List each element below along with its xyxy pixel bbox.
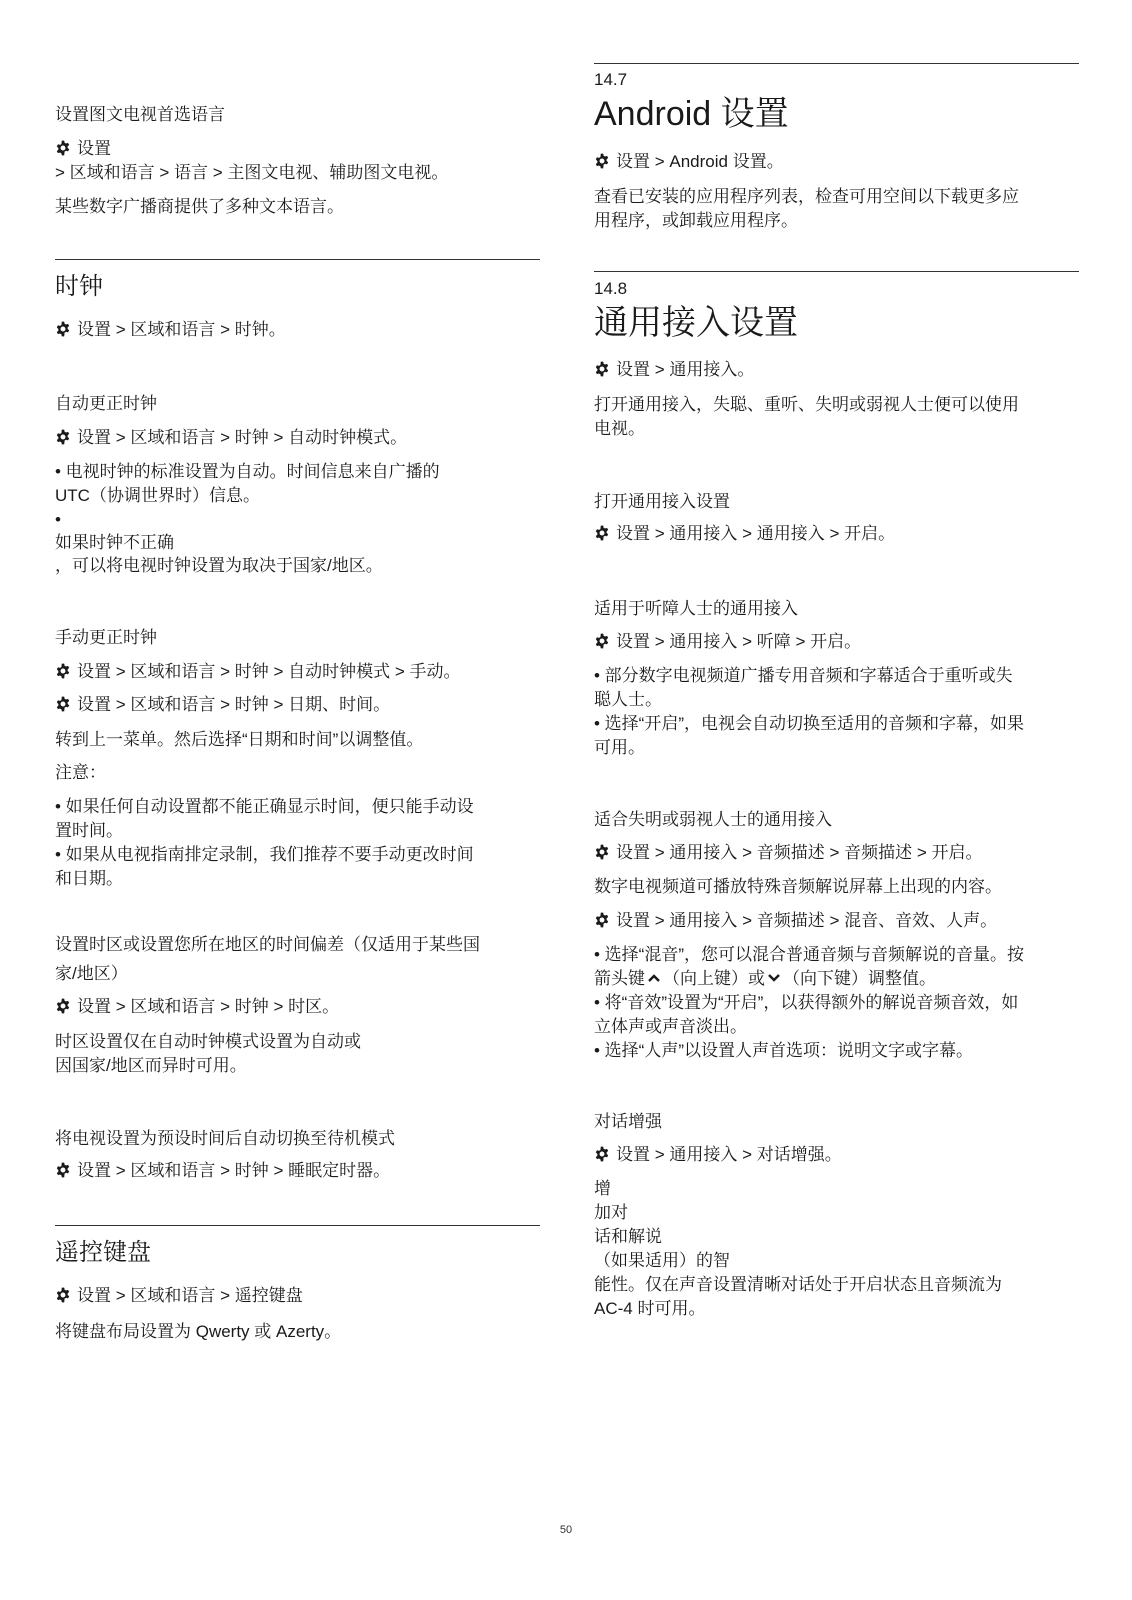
dialogue-path: 设置 > 通用接入 > 对话增强。 [594,1142,842,1167]
access-heading: 通用接入设置 [594,304,798,342]
manual-clock-path-2: 设置 > 区域和语言 > 时钟 > 日期、时间。 [55,692,390,717]
timezone-path: 设置 > 区域和语言 > 时钟 > 时区。 [55,994,339,1019]
auto-clock-bullet-2b: 如果时钟不正确 [55,533,174,552]
gear-icon [594,912,610,928]
visual-bullet-3: • 选择“人声”以设置人声首选项：说明文字或字幕。 [594,1041,973,1060]
gear-icon [55,321,71,337]
access-desc-2: 电视。 [594,419,645,438]
visual-bullet-2b: 立体声或声音淡出。 [594,1017,747,1036]
auto-clock-bullet-1a: • 电视时钟的标准设置为自动。时间信息来自广播的 [55,462,440,481]
gear-icon [594,633,610,649]
hearing-bullet-1b: 聪人士。 [594,690,662,709]
manual-clock-desc: 转到上一菜单。然后选择“日期和时间”以调整值。 [55,730,424,749]
access-path: 设置 > 通用接入。 [594,357,754,382]
visual-bullet-1b: 箭头键 （向上键）或 （向下键）调整值。 [594,969,936,988]
visual-path-1: 设置 > 通用接入 > 音频描述 > 音频描述 > 开启。 [594,840,983,865]
hearing-title: 适用于听障人士的通用接入 [594,599,798,618]
android-heading: Android 设置 [594,95,789,133]
manual-clock-note: 注意： [55,763,106,782]
gear-icon [55,1162,71,1178]
visual-bullet-1a: • 选择“混音”，您可以混合普通音频与音频解说的音量。按 [594,945,1024,964]
section-divider [594,271,1079,272]
auto-clock-bullet-1b: UTC（协调世界时）信息。 [55,486,260,505]
keyboard-heading: 遥控键盘 [55,1239,151,1266]
hearing-bullet-2a: • 选择“开启”，电视会自动切换至适用的音频和字幕，如果 [594,714,1024,733]
dialogue-line-5: 能性。仅在声音设置清晰对话处于开启状态且音频流为 [594,1275,1002,1294]
clock-heading: 时钟 [55,273,103,300]
teletext-path-1: 设置 [55,136,111,161]
manual-note-2b: 和日期。 [55,869,123,888]
manual-clock-title: 手动更正时钟 [55,628,157,647]
auto-clock-title: 自动更正时钟 [55,394,157,413]
manual-note-1a: • 如果任何自动设置都不能正确显示时间，便只能手动设 [55,797,474,816]
dialogue-line-2: 加对 [594,1203,628,1222]
page-number: 50 [559,1524,573,1536]
visual-bullet-2a: • 将“音效”设置为“开启”，以获得额外的解说音频音效，如 [594,993,1019,1012]
sleep-path: 设置 > 区域和语言 > 时钟 > 睡眠定时器。 [55,1158,390,1183]
keyboard-path: 设置 > 区域和语言 > 遥控键盘 [55,1283,303,1308]
gear-icon [594,153,610,169]
section-number-access: 14.8 [594,279,628,298]
dialogue-line-6: AC-4 时可用。 [594,1299,706,1318]
visual-path-2: 设置 > 通用接入 > 音频描述 > 混音、音效、人声。 [594,908,997,933]
gear-icon [594,844,610,860]
gear-icon [55,429,71,445]
teletext-path-2: > 区域和语言 > 语言 > 主图文电视、辅助图文电视。 [55,163,449,182]
access-on-title: 打开通用接入设置 [594,492,730,511]
auto-clock-bullet-2a: • [55,510,61,529]
sleep-title: 将电视设置为预设时间后自动切换至待机模式 [55,1129,395,1148]
auto-clock-bullet-2c: ，可以将电视时钟设置为取决于国家/地区。 [55,556,383,575]
auto-clock-path: 设置 > 区域和语言 > 时钟 > 自动时钟模式。 [55,425,407,450]
keyboard-desc: 将键盘布局设置为 Qwerty 或 Azerty。 [55,1322,342,1341]
teletext-title: 设置图文电视首选语言 [55,105,225,124]
android-path: 设置 > Android 设置。 [594,149,784,174]
timezone-title-1: 设置时区或设置您所在地区的时间偏差（仅适用于某些国 [55,935,480,954]
clock-path: 设置 > 区域和语言 > 时钟。 [55,317,286,342]
gear-icon [55,696,71,712]
gear-icon [594,1146,610,1162]
access-on-path: 设置 > 通用接入 > 通用接入 > 开启。 [594,521,895,546]
section-divider [55,259,540,260]
gear-icon [594,525,610,541]
section-divider [594,63,1079,64]
gear-icon [55,1287,71,1303]
visual-desc: 数字电视频道可播放特殊音频解说屏幕上出现的内容。 [594,877,1002,896]
gear-icon [55,140,71,156]
timezone-desc-1: 时区设置仅在自动时钟模式设置为自动或 [55,1032,361,1051]
visual-title: 适合失明或弱视人士的通用接入 [594,810,832,829]
dialogue-line-1: 增 [594,1179,611,1198]
section-divider [55,1225,540,1226]
gear-icon [55,663,71,679]
manual-clock-path-1: 设置 > 区域和语言 > 时钟 > 自动时钟模式 > 手动。 [55,659,461,684]
teletext-desc: 某些数字广播商提供了多种文本语言。 [55,197,344,216]
gear-icon [594,361,610,377]
manual-note-2a: • 如果从电视指南排定录制，我们推荐不要手动更改时间 [55,845,474,864]
access-desc-1: 打开通用接入，失聪、重听、失明或弱视人士便可以使用 [594,395,1019,414]
hearing-path: 设置 > 通用接入 > 听障 > 开启。 [594,629,861,654]
timezone-title-2: 家/地区） [55,964,128,983]
chevron-down-icon [767,973,781,983]
manual-note-1b: 置时间。 [55,821,123,840]
timezone-desc-2: 因国家/地区而异时可用。 [55,1056,247,1075]
dialogue-line-3: 话和解说 [594,1227,662,1246]
section-number-android: 14.7 [594,70,628,89]
hearing-bullet-1a: • 部分数字电视频道广播专用音频和字幕适合于重听或失 [594,666,1013,685]
android-desc-2: 用程序，或卸载应用程序。 [594,211,798,230]
dialogue-title: 对话增强 [594,1112,662,1131]
gear-icon [55,998,71,1014]
chevron-up-icon [647,973,661,983]
hearing-bullet-2b: 可用。 [594,738,645,757]
android-desc-1: 查看已安装的应用程序列表，检查可用空间以下载更多应 [594,187,1019,206]
dialogue-line-4: （如果适用）的智 [594,1251,730,1270]
